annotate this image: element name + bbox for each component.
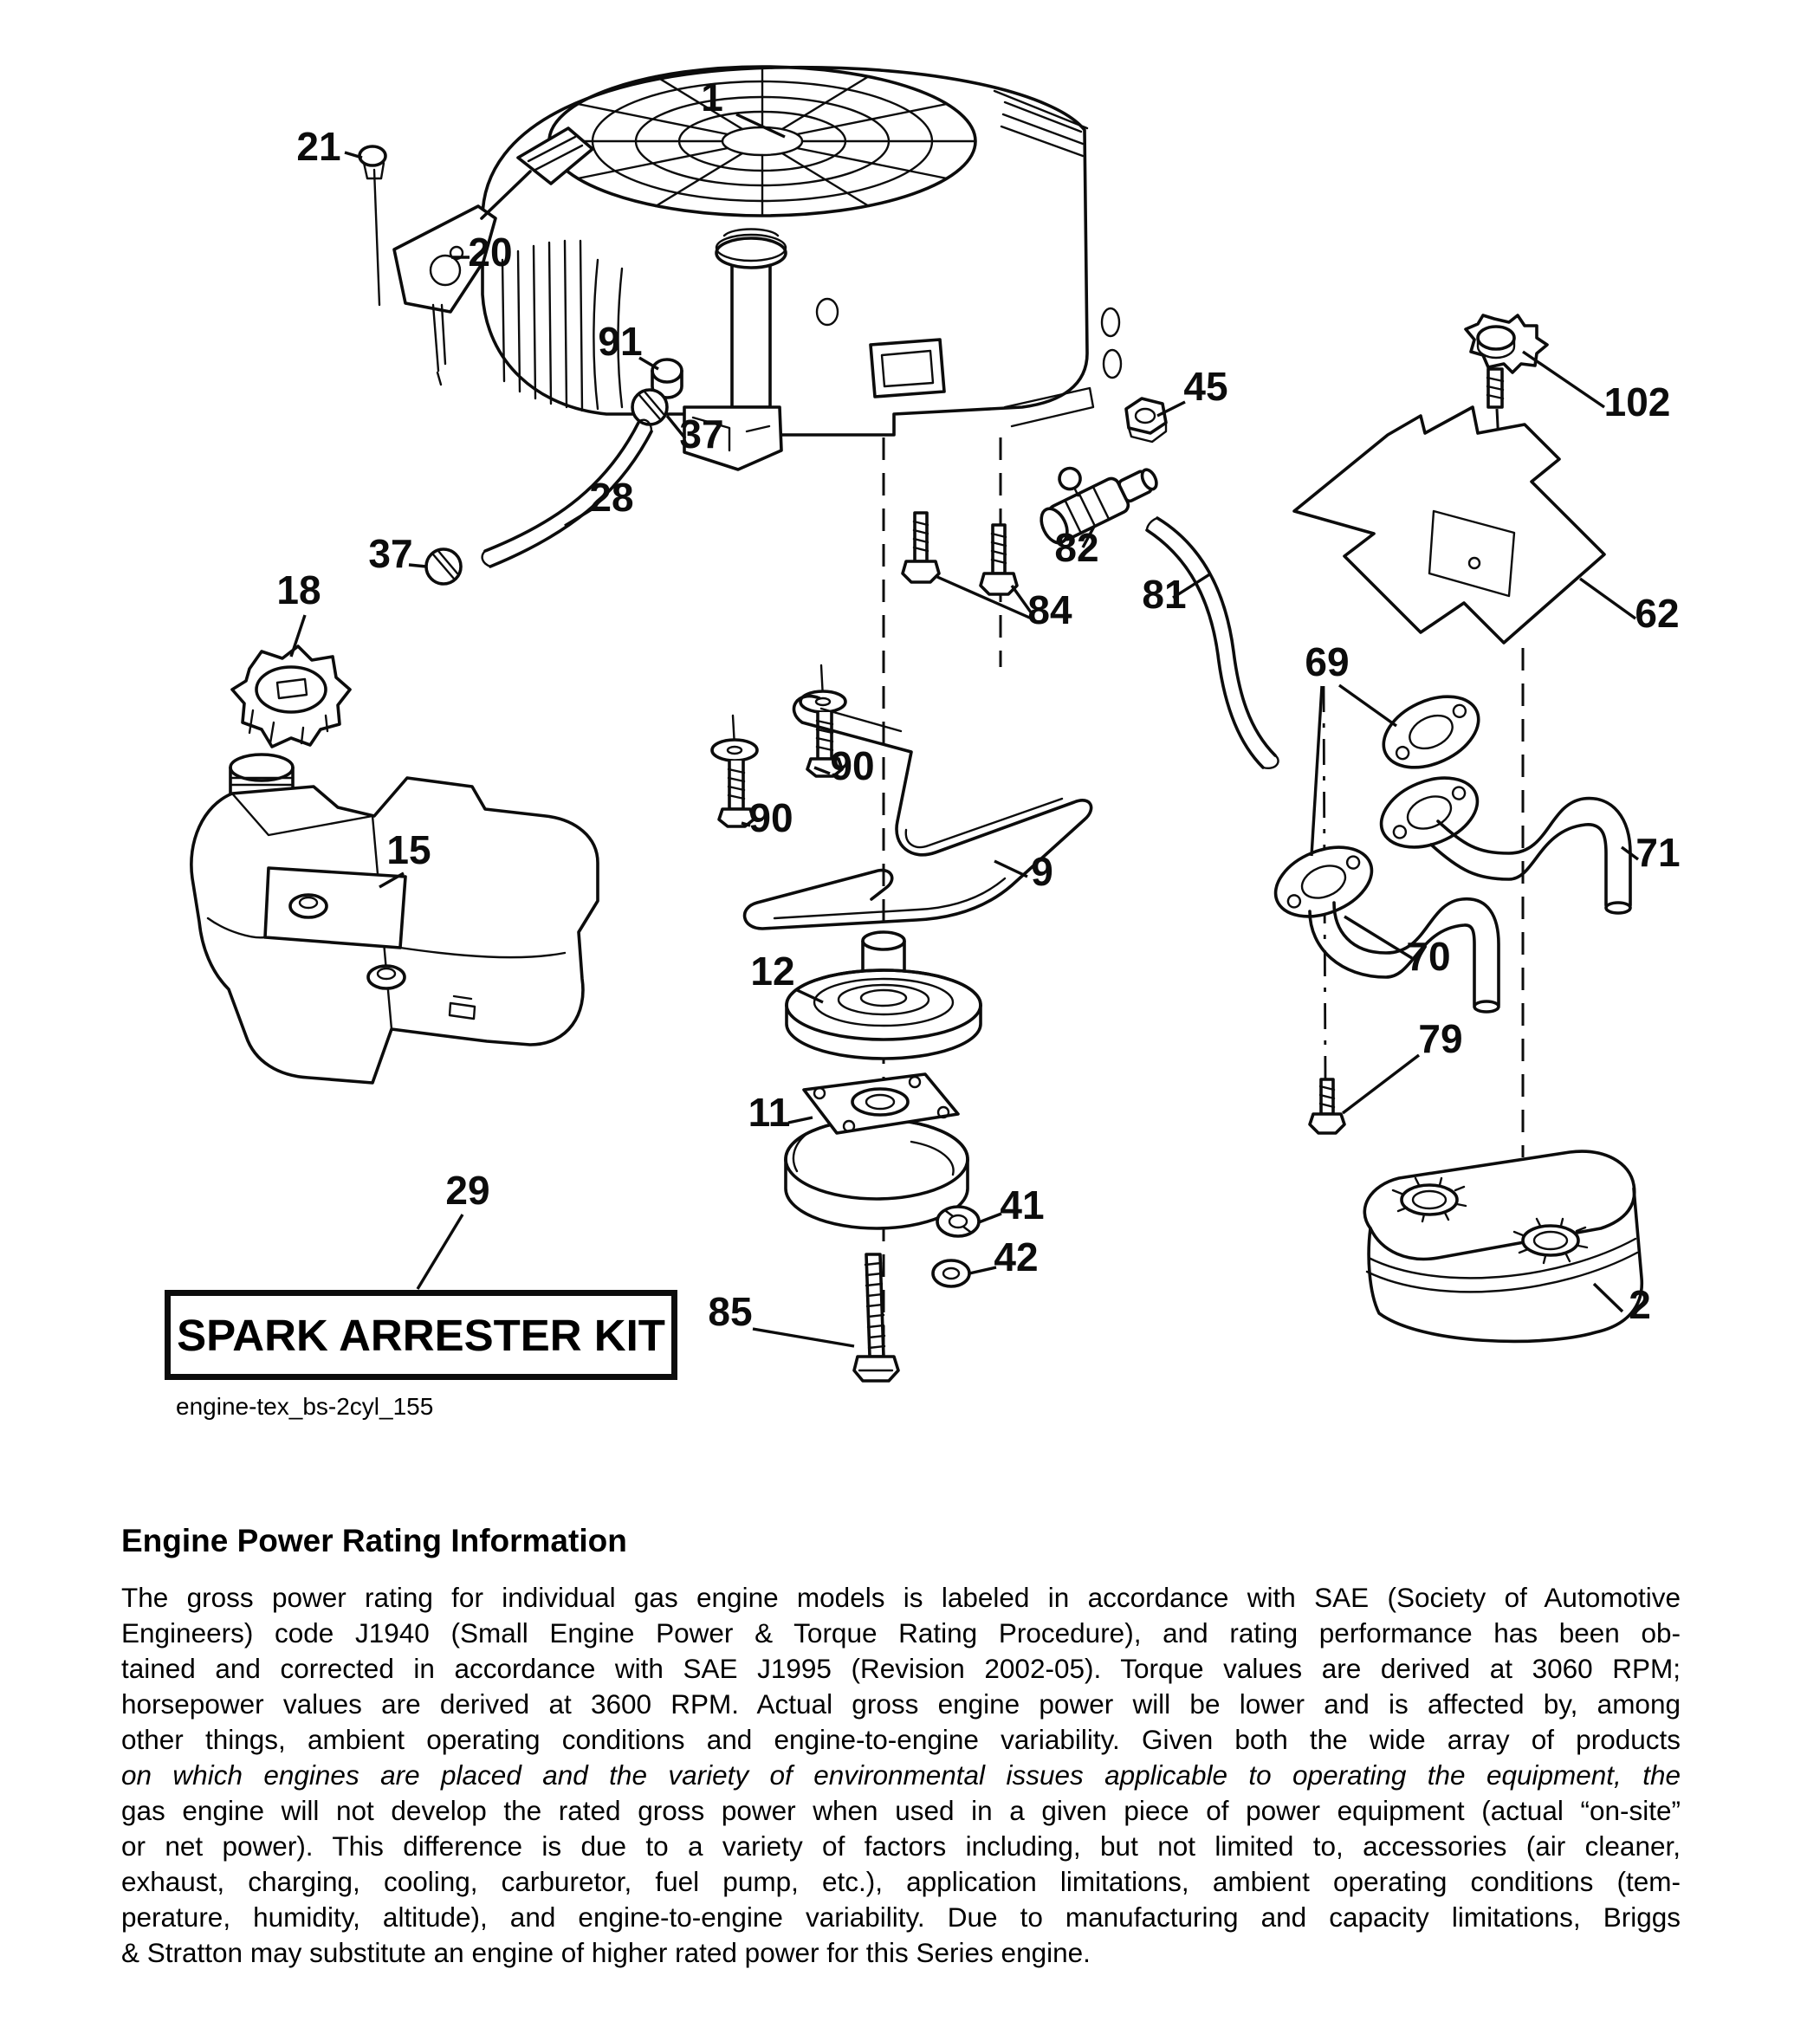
callout-label-70: 70 (1406, 934, 1451, 979)
callout-label-102: 102 (1603, 379, 1671, 424)
callout-label-21: 21 (296, 124, 341, 169)
part-hose-81 (1147, 518, 1279, 768)
part-pulley-12 (787, 932, 981, 1059)
part-nut-45 (1126, 398, 1166, 442)
body-line-6: on which engines are placed and the variety of environmental issues applicable to operating the equipment, the (121, 1759, 1681, 1791)
callout-label-18: 18 (276, 567, 321, 612)
callout-label-82: 82 (1054, 525, 1099, 570)
callout-label-90: 90 (830, 743, 875, 788)
callout-leader-69 (1312, 686, 1322, 856)
body-line-5: other things, ambient operating conditions and engine-to-engine variability. Given both the wide array of products (121, 1724, 1681, 1755)
part-heat-shield-62 (1294, 407, 1604, 643)
callout-leader-9 (994, 861, 1027, 877)
callout-label-2: 2 (1629, 1282, 1651, 1327)
callout-leader-102 (1523, 352, 1604, 407)
spark-arrester-kit-text: SPARK ARRESTER KIT (177, 1310, 665, 1360)
callout-label-9: 9 (1031, 849, 1053, 894)
callout-leader-11 (788, 1117, 813, 1123)
callout-label-79: 79 (1418, 1016, 1463, 1061)
callout-leader-79 (1343, 1055, 1419, 1113)
callout-leader-41 (979, 1214, 1001, 1222)
callout-label-85: 85 (708, 1289, 753, 1334)
callout-label-29: 29 (445, 1168, 490, 1213)
callout-label-1: 1 (701, 74, 723, 120)
body-line-1: The gross power rating for individual gas engine models is labeled in accordance with SAE (Society of Automotive (121, 1582, 1681, 1613)
callout-label-12: 12 (750, 949, 795, 994)
callout-leader-42 (969, 1267, 996, 1273)
callout-label-45: 45 (1183, 364, 1228, 409)
body-line-2: Engineers) code J1940 (Small Engine Power & Torque Rating Procedure), and rating performance has been ob- (121, 1617, 1681, 1649)
body-line-7: gas engine will not develop the rated gross power when used in a given piece of power equipment (actual “on-site” (121, 1795, 1681, 1826)
body-line-8: or net power). This difference is due to a variety of factors including, but not limited to, accessories (air cleaner, (121, 1830, 1681, 1862)
figure-caption: engine-tex_bs-2cyl_155 (176, 1393, 434, 1420)
part-muffler-2 (1364, 1151, 1642, 1341)
part-bolt-85 (854, 1254, 898, 1381)
body-line-4: horsepower values are derived at 3600 RPM. Actual gross engine power will be lower and is affected by, among (121, 1688, 1681, 1720)
callout-label-71: 71 (1635, 830, 1681, 875)
callout-label-69: 69 (1305, 639, 1350, 684)
section-heading: Engine Power Rating Information (121, 1523, 627, 1558)
part-bolt-79 (1310, 1079, 1344, 1133)
section-body (121, 1580, 1681, 1971)
body-line-9: exhaust, charging, cooling, carburetor, fuel pump, etc.), application limitations, ambient operating conditions (tem- (121, 1866, 1681, 1897)
callout-label-90: 90 (748, 795, 793, 840)
callout-leader-2 (1594, 1284, 1622, 1312)
body-line-3: tained and corrected in accordance with SAE J1995 (Revision 2002-05). Torque values are derived at 3060 RPM; (121, 1653, 1681, 1684)
callout-leader-29 (418, 1215, 463, 1289)
part-fuel-cap-18 (232, 646, 350, 747)
engine-power-rating-section (121, 1523, 1681, 1971)
callout-label-11: 11 (748, 1090, 791, 1135)
callout-label-84: 84 (1027, 587, 1072, 632)
part-gaskets-69 (1266, 683, 1490, 930)
callout-label-91: 91 (598, 319, 643, 364)
part-washer-41 (937, 1207, 979, 1236)
callout-leader-62 (1580, 579, 1635, 619)
body-line-11: & Stratton may substitute an engine of higher rated power for this Series engine. (121, 1937, 1091, 1968)
callout-leader-69 (1339, 685, 1396, 726)
callout-label-42: 42 (994, 1234, 1039, 1279)
callout-label-15: 15 (386, 827, 431, 872)
part-washer-42 (933, 1260, 969, 1286)
callout-label-37: 37 (679, 411, 724, 457)
callout-label-37: 37 (368, 531, 413, 576)
callout-label-62: 62 (1635, 591, 1680, 636)
callout-leader-85 (753, 1329, 854, 1346)
part-bolts-84 (903, 513, 1017, 594)
part-clutch-11 (786, 1074, 968, 1228)
part-engine-assembly (483, 67, 1121, 470)
callout-label-41: 41 (1000, 1182, 1045, 1228)
part-exhaust-pipe-70 (1310, 899, 1499, 1012)
part-clamp-37b (426, 549, 461, 584)
part-clamp-37a (632, 390, 667, 424)
body-line-10: perature, humidity, altitude), and engine-to-engine variability. Due to manufacturing and capacity limitations, Briggs (121, 1901, 1681, 1933)
callout-label-20: 20 (468, 230, 513, 275)
callout-label-81: 81 (1142, 572, 1187, 617)
part-fuel-tank-15 (191, 755, 598, 1083)
spark-arrester-kit-label (165, 1290, 677, 1380)
callout-label-28: 28 (589, 475, 634, 520)
